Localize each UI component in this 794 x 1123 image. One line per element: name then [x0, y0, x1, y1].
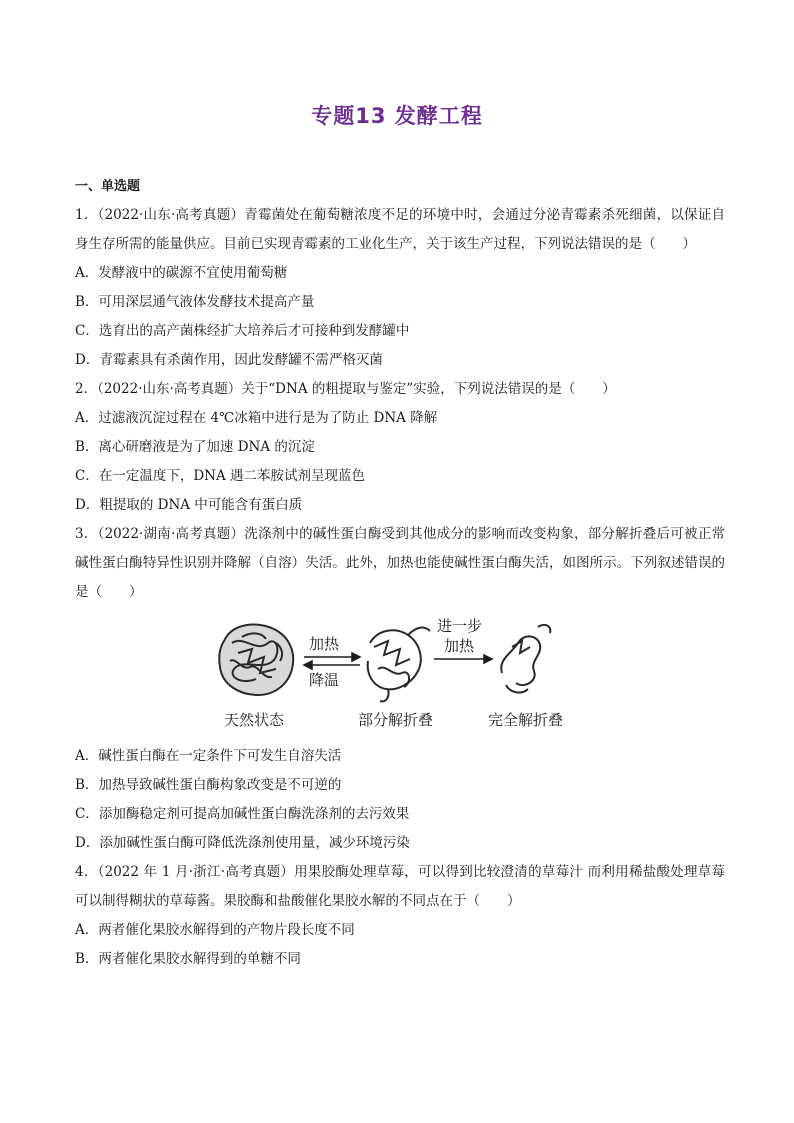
option-b: B．离心研磨液是为了加速 DNA 的沉淀 — [75, 439, 315, 455]
further-label: 进一步 — [437, 617, 483, 635]
question-stem: 1．（2022·山东·高考真题）青霉菌处在葡萄糖浓度不足的环境中时，会通过分泌青霉素杀死细菌，以保证自身生存所需的能量供应。目前已实现青霉素的工业化生产，关于该生产过程，下列说法错误的是（ ） — [75, 207, 725, 252]
option-d: D．添加碱性蛋白酶可降低洗涤剂使用量，减少环境污染 — [75, 835, 410, 851]
native-state-label: 天然状态 — [224, 711, 285, 729]
question-stem: 2．（2022·山东·高考真题）关于“DNA 的粗提取与鉴定”实验，下列说法错误的是（ ） — [75, 381, 616, 397]
option-c: C．选育出的高产菌株经扩大培养后才可接种到发酵罐中 — [75, 323, 410, 339]
heat-label-2: 加热 — [444, 637, 475, 655]
protein-unfolding-figure — [212, 613, 572, 738]
question-2 — [75, 375, 725, 520]
section-heading: 一、单选题 — [75, 179, 141, 194]
option-a: A．过滤液沉淀过程在 4℃冰箱中进行是为了防止 DNA 降解 — [75, 410, 438, 426]
native-protein-image — [219, 625, 293, 695]
irreversible-arrow — [434, 655, 492, 663]
question-stem: 3．（2022·湖南·高考真题）洗涤剂中的碱性蛋白酶受到其他成分的影响而改变构象，部分解折叠后可被正常碱性蛋白酶特异性识别并降解（自溶）失活。此外，加热也能使碱性蛋白酶失活，如图所示。下列叙述错误的是（ ） — [75, 526, 725, 600]
option-d: D．粗提取的 DNA 中可能含有蛋白质 — [75, 497, 303, 513]
fully-unfolded-protein-image — [501, 625, 550, 692]
option-c: C．在一定温度下，DNA 遇二苯胺试剂呈现蓝色 — [75, 468, 366, 484]
cool-label: 降温 — [309, 671, 340, 689]
page-title: 专题13 发酵工程 — [311, 104, 483, 128]
document-body — [75, 172, 725, 974]
option-a: A．碱性蛋白酶在一定条件下可发生自溶失活 — [75, 748, 342, 764]
option-a: A．两者催化果胶水解得到的产物片段长度不同 — [75, 922, 355, 938]
question-stem: 4．（2022 年 1 月·浙江·高考真题）用果胶酶处理草莓，可以得到比较澄清的草莓汁 而利用稀盐酸处理草莓可以制得糊状的草莓酱。果胶酶和盐酸催化果胶水解的不同点在于（ ） — [75, 864, 725, 909]
option-b: B．两者催化果胶水解得到的单糖不同 — [75, 951, 301, 967]
partially-unfolded-label: 部分解折叠 — [358, 711, 434, 729]
option-b: B．加热导致碱性蛋白酶构象改变是不可逆的 — [75, 777, 342, 793]
fully-unfolded-label: 完全解折叠 — [488, 711, 564, 729]
option-b: B．可用深层通气液体发酵技术提高产量 — [75, 294, 315, 310]
option-d: D．青霉素具有杀菌作用，因此发酵罐不需严格灭菌 — [75, 352, 383, 368]
option-c: C．添加酶稳定剂可提高加碱性蛋白酶洗涤剂的去污效果 — [75, 806, 410, 822]
partially-unfolded-protein-image — [368, 628, 430, 702]
question-4 — [75, 858, 725, 974]
question-1 — [75, 201, 725, 375]
protein-unfolding-diagram — [212, 613, 572, 738]
option-a: A．发酵液中的碳源不宜使用葡萄糖 — [75, 265, 288, 281]
question-3 — [75, 520, 725, 858]
heat-label: 加热 — [309, 635, 340, 653]
reversible-arrow — [304, 653, 360, 669]
